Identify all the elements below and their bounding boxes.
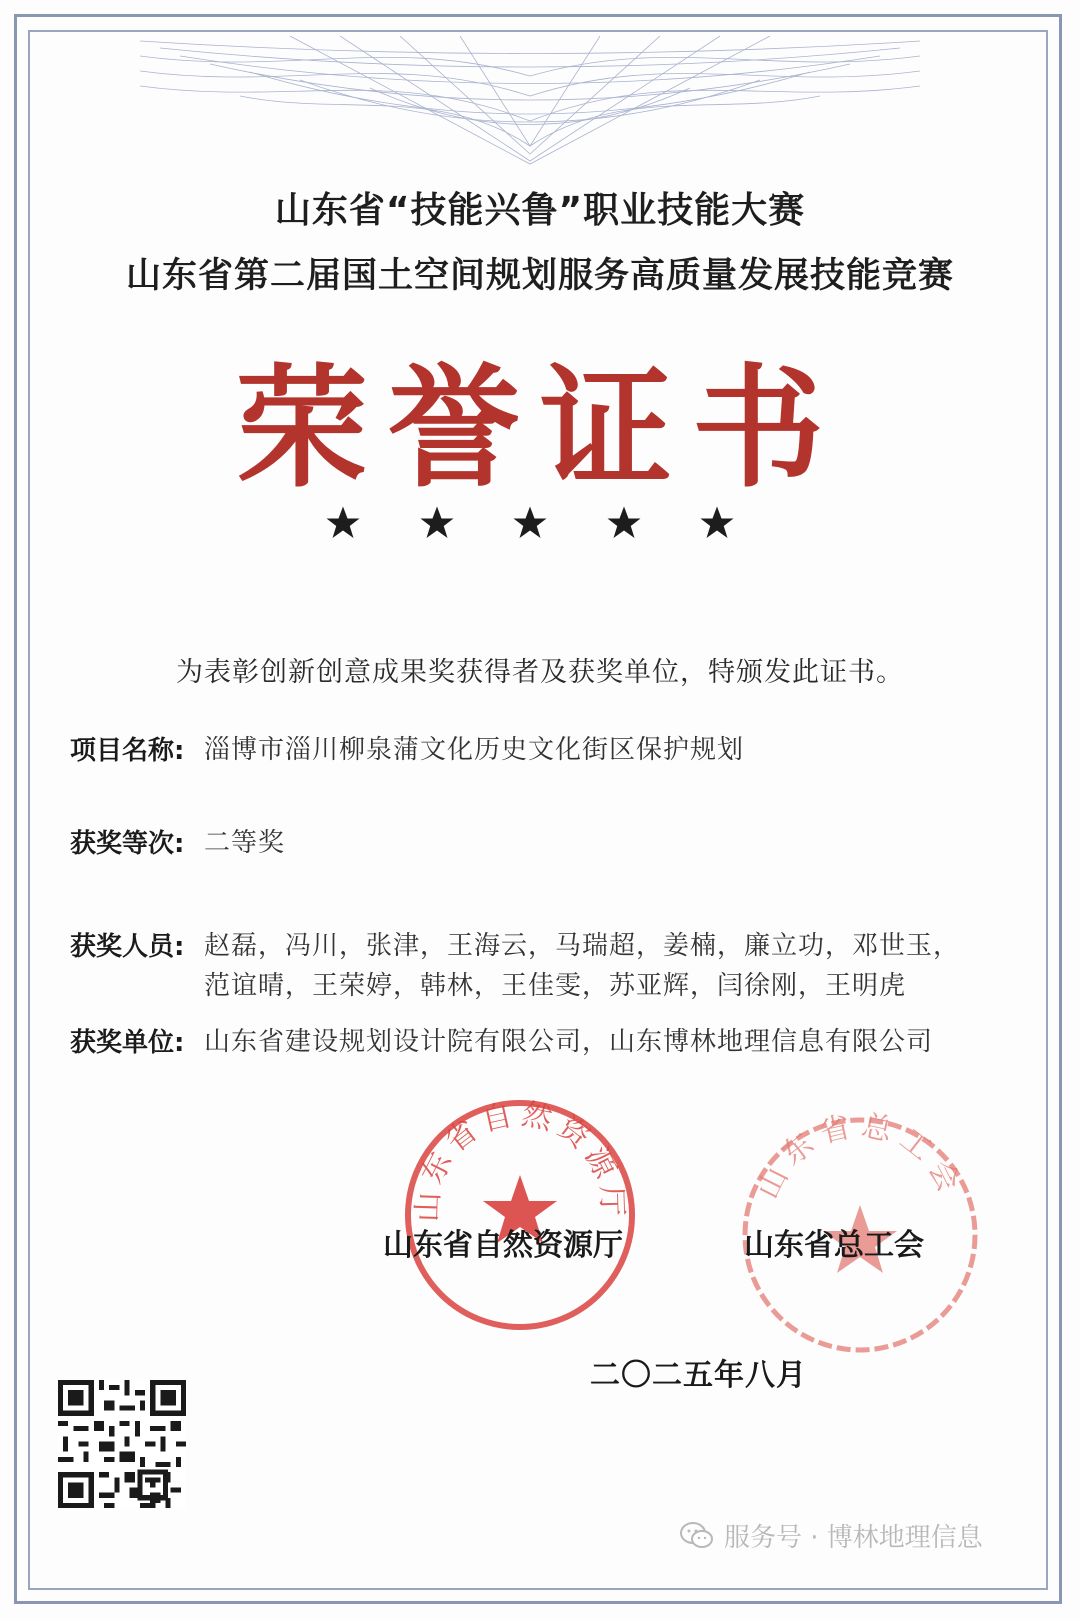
star-icon: [325, 505, 361, 541]
people-label: 获奖人员:: [70, 932, 185, 962]
unit-label: 获奖单位:: [70, 1028, 185, 1058]
award-field: [70, 823, 990, 865]
competition-title: 山东省“技能兴鲁”职业技能大赛: [274, 190, 806, 231]
people-value: 赵磊，冯川，张津，王海云，马瑞超，姜楠，廉立功，邓世玉，范谊晴，王荣婷，韩林，王佳雯，苏亚辉，闫徐刚，王明虎: [204, 931, 961, 1001]
intro-text: 为表彰创新创意成果奖获得者及获奖单位，特颁发此证书。: [176, 657, 904, 688]
award-label: 获奖等次:: [70, 829, 185, 859]
red-seal-natural-resources: [400, 1095, 640, 1335]
guilloche-ornament: [140, 36, 920, 166]
watermark-text: 服务号 · 博林地理信息: [724, 1523, 983, 1553]
star-icon: [606, 505, 642, 541]
project-label: 项目名称:: [70, 736, 185, 766]
unit-field: [70, 1022, 990, 1064]
svg-text:山东省自然资源厅: 山东省自然资源厅: [410, 1096, 630, 1223]
issuer-trade-union: 山东省总工会: [744, 1228, 924, 1263]
unit-value: 山东省建设规划设计院有限公司，山东博林地理信息有限公司: [204, 1027, 934, 1057]
star-icon: [419, 505, 455, 541]
issuer-natural-resources: 山东省自然资源厅: [383, 1228, 623, 1263]
star-icon: [512, 505, 548, 541]
people-field: [70, 926, 990, 1010]
star-icon: [699, 505, 735, 541]
competition-subtitle: 山东省第二届国土空间规划服务高质量发展技能竞赛: [125, 256, 954, 296]
award-value: 二等奖: [204, 828, 286, 858]
svg-text:山东省总工会: 山东省总工会: [750, 1110, 970, 1205]
project-field: [70, 730, 990, 772]
qr-code-icon: [58, 1380, 186, 1508]
star-row: [325, 505, 735, 555]
project-value: 淄博市淄川柳泉蒲文化历史文化街区保护规划: [204, 735, 745, 765]
watermark: [680, 1517, 983, 1554]
certificate-heading: 荣誉证书: [236, 351, 844, 506]
wechat-icon: [680, 1521, 714, 1551]
issue-date: 二〇二五年八月: [590, 1358, 807, 1393]
